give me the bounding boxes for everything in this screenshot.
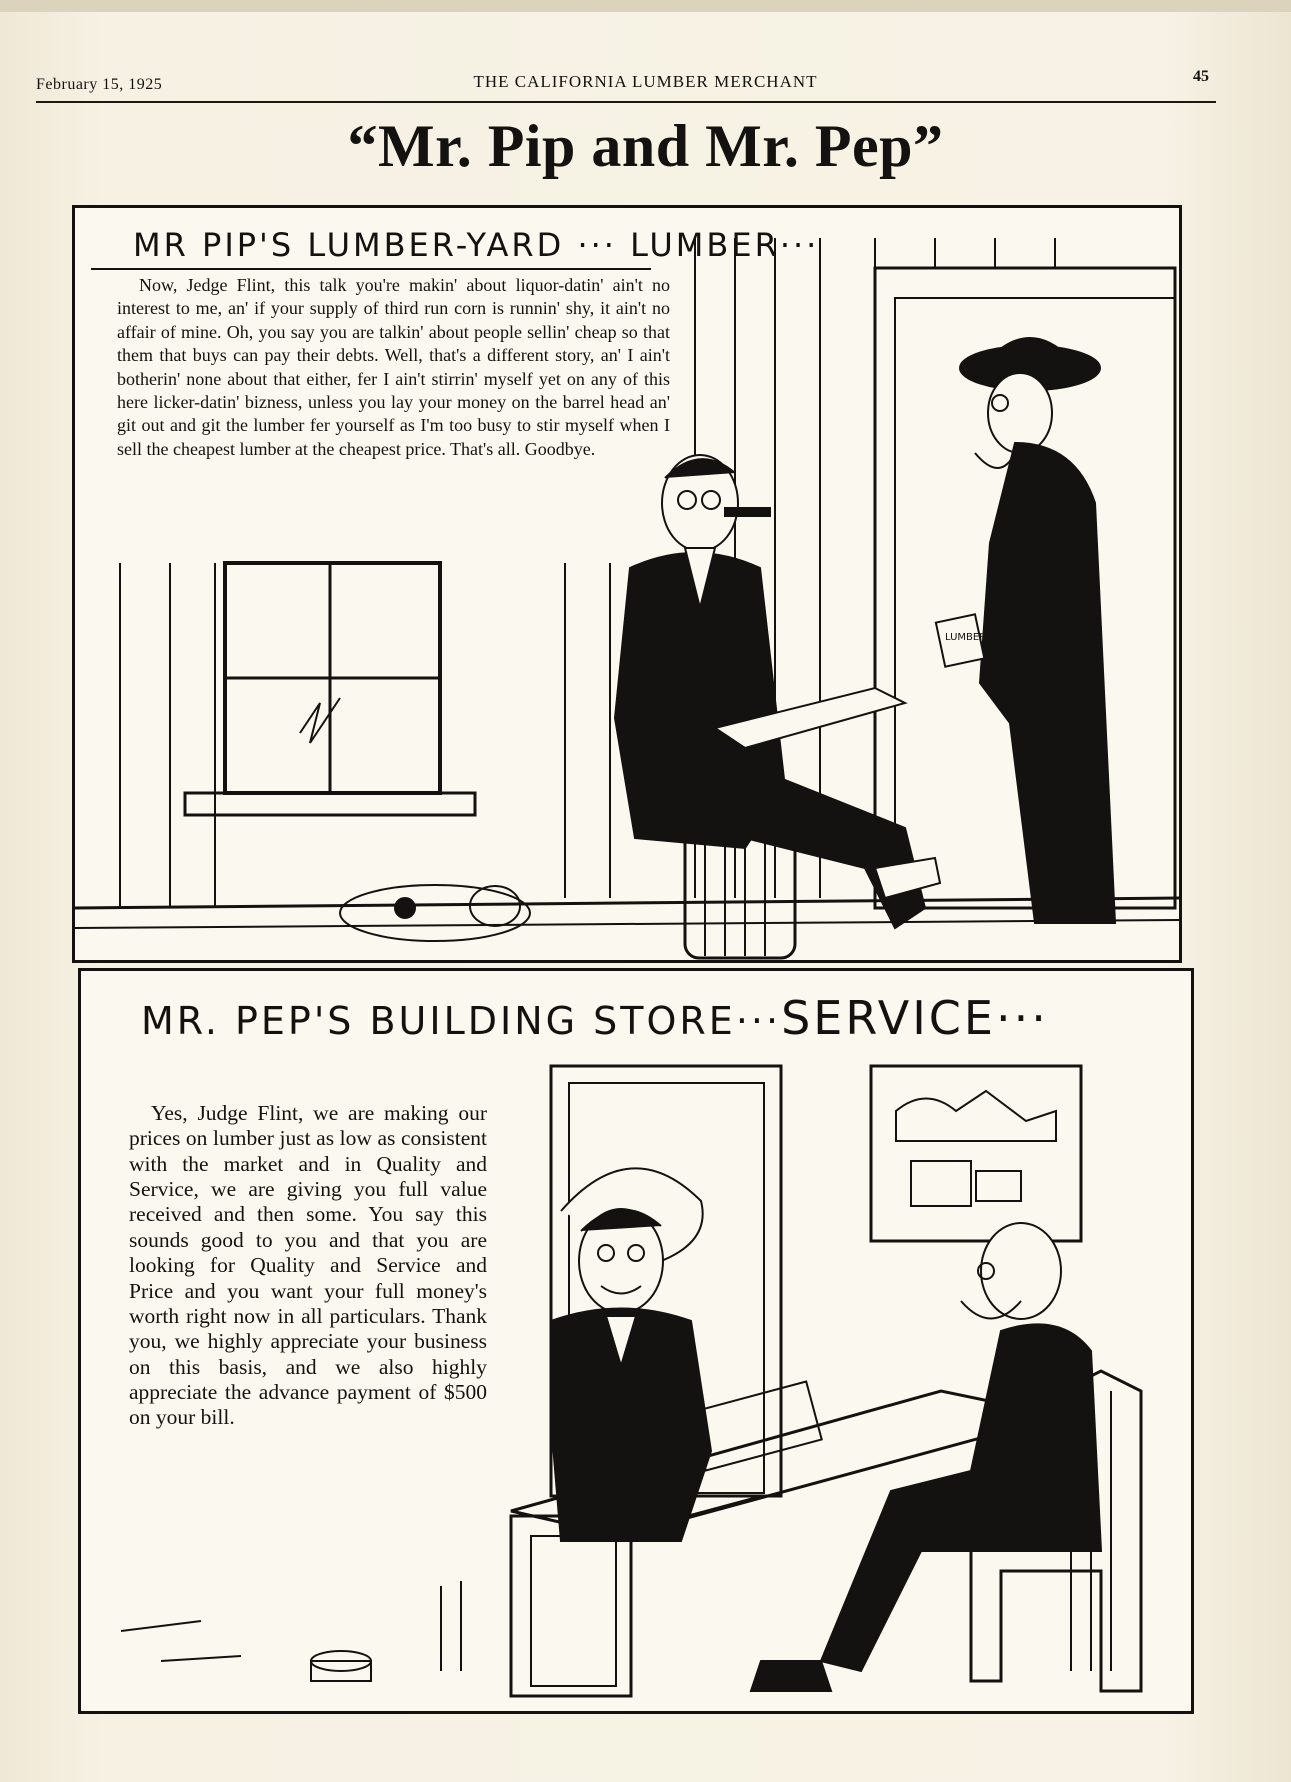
page-top-edge xyxy=(0,0,1291,12)
panel-pip-heading: MR PIP'S LUMBER-YARD ··· LUMBER··· xyxy=(133,226,820,264)
panel-pep-heading xyxy=(141,991,1049,1045)
header-page-number: 45 xyxy=(1193,68,1209,85)
cartoon-panel-pep xyxy=(78,968,1194,1714)
cartoon-panel-pip xyxy=(72,205,1182,963)
header-publication: THE CALIFORNIA LUMBER MERCHANT xyxy=(473,72,818,91)
header-date: February 15, 1925 xyxy=(36,76,163,93)
panel-pep-heading-service: SERVICE··· xyxy=(781,991,1049,1045)
lumber-bill-label: LUMBER BILL xyxy=(945,632,1011,643)
page-title: “Mr. Pip and Mr. Pep” xyxy=(347,113,944,179)
header-rule xyxy=(36,101,1216,103)
panel-pep-heading-left: MR. PEP'S BUILDING STORE··· xyxy=(141,999,782,1043)
panel-pip-dialogue: Now, Jedge Flint, this talk you're makin' about liquor-datin' ain't no interest to me, an' if your supply of third run corn is runnin' shy, it ain't no affair of mine. Oh, you say you are talkin' about people sellin' cheap so that them that buys can pay their debts. Well, that's a different story, an' I ain't botherin' none about that either, fer I ain't stirrin' myself yet on any of this here licker-datin' bizness, unless you lay your money on the barrel head an' git out and git the lumber fer yourself as I'm too busy to stir myself when I sell the cheapest lumber at the cheapest price. That's all. Goodbye. xyxy=(117,275,670,459)
panel-pip-heading-rule xyxy=(91,268,651,270)
panel-pep-dialogue: Yes, Judge Flint, we are making our prices on lumber just as low as consistent with the market and in Quality and Service, we are giving you full value received and then some. You say this sounds good to you and that you are looking for Quality and Service and Price and you want your full money's worth right now in all particulars. Thank you, we highly appreciate your business on this basis, and we also highly appreciate the advance payment of $500 on your bill. xyxy=(129,1101,487,1430)
